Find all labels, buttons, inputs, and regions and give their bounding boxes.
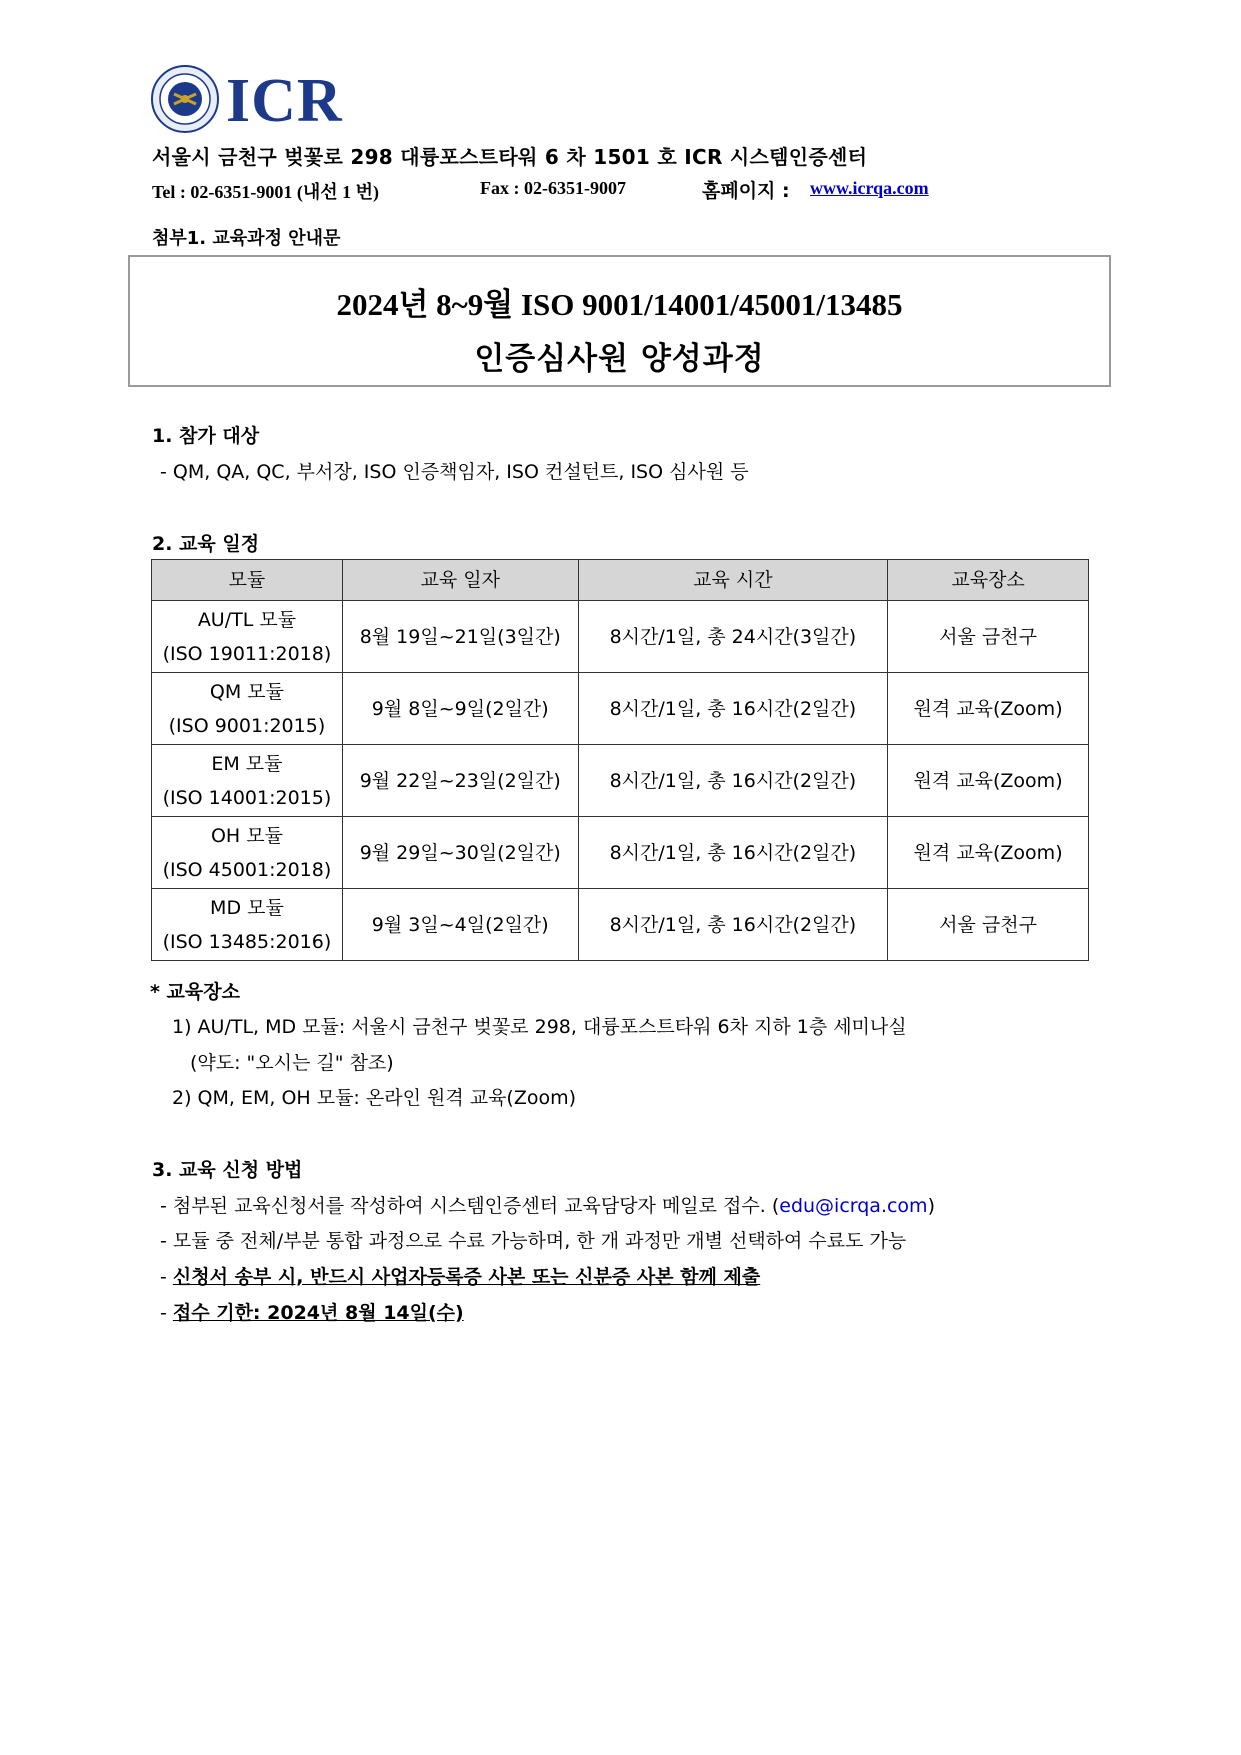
date-cell: 9월 8일~9일(2일간) [342,673,578,745]
module-name: MD 모듈 [210,896,284,919]
module-cell [152,817,343,889]
module-standard: (ISO 19011:2018) [162,642,332,665]
logo-text: ICR [226,67,343,135]
table-header-row [152,560,1089,601]
module-standard: (ISO 9001:2015) [168,714,326,737]
place-cell: 서울 금천구 [888,889,1089,961]
venue-note-heading: * 교육장소 [150,981,240,1003]
date-cell: 9월 3일~4일(2일간) [342,889,578,961]
page-subtitle: 인증심사원 양성과정 [474,341,765,377]
time-cell: 8시간/1일, 총 16시간(2일간) [578,889,888,961]
apply-item-1-text: - 첨부된 교육신청서를 작성하여 시스템인증센터 교육담당자 메일로 접수. ( [160,1195,780,1217]
time-cell: 8시간/1일, 총 16시간(2일간) [578,745,888,817]
section-1-text: - QM, QA, QC, 부서장, ISO 인증책임자, ISO 컨설턴트, ISO 심사원 등 [160,461,749,483]
column-header: 모듈 [152,560,343,601]
section-2-heading: 2. 교육 일정 [152,533,260,555]
date-cell: 9월 29일~30일(2일간) [342,817,578,889]
column-header: 교육 시간 [578,560,888,601]
place-cell: 서울 금천구 [888,601,1089,673]
time-cell: 8시간/1일, 총 16시간(2일간) [578,817,888,889]
venue-note-1: 1) AU/TL, MD 모듈: 서울시 금천구 벚꽃로 298, 대륭포스트타워 6차 지하 1층 세미나실 [172,1016,907,1038]
venue-note-1-map: (약도: "오시는 길" 참조) [190,1052,394,1074]
apply-item-4 [160,1298,464,1325]
section-1-heading: 1. 참가 대상 [152,425,260,447]
icr-logo [150,64,360,136]
module-name: QM 모듈 [209,680,284,703]
place-cell: 원격 교육(Zoom) [888,745,1089,817]
table-row [152,673,1089,745]
apply-item-1-close: ) [927,1195,935,1217]
module-cell [152,673,343,745]
apply-item-4-dash: - [160,1302,167,1324]
company-address: 서울시 금천구 벚꽃로 298 대륭포스트타워 6 차 1501 호 ICR 시스템인증센터 [152,145,868,169]
fax-number: Fax : 02-6351-9007 [480,178,626,198]
apply-item-3 [160,1262,760,1289]
module-standard: (ISO 45001:2018) [162,858,332,881]
tel-number: Tel : 02-6351-9001 (내선 1 번) [152,182,379,202]
attachment-label: 첨부1. 교육과정 안내문 [152,228,341,249]
table-row [152,889,1089,961]
schedule-table [151,559,1089,961]
column-header: 교육 일자 [342,560,578,601]
icr-seal-icon [150,64,220,134]
page-title: 2024년 8~9월 ISO 9001/14001/45001/13485 [336,287,903,322]
apply-item-2: - 모듈 중 전체/부분 통합 과정으로 수료 가능하며, 한 개 과정만 개별 선택하여 수료도 가능 [160,1230,907,1252]
column-header: 교육장소 [888,560,1089,601]
table-row [152,817,1089,889]
module-standard: (ISO 13485:2016) [162,930,332,953]
module-standard: (ISO 14001:2015) [162,786,332,809]
time-cell: 8시간/1일, 총 16시간(2일간) [578,673,888,745]
date-cell: 8월 19일~21일(3일간) [342,601,578,673]
time-cell: 8시간/1일, 총 24시간(3일간) [578,601,888,673]
apply-item-3-text: 신청서 송부 시, 반드시 사업자등록증 사본 또는 신분증 사본 함께 제출 [172,1266,761,1288]
edu-email-link[interactable]: edu@icrqa.com [779,1195,928,1217]
module-cell [152,889,343,961]
module-name: EM 모듈 [211,752,283,775]
venue-note-2: 2) QM, EM, OH 모듈: 온라인 원격 교육(Zoom) [172,1087,577,1109]
apply-item-1 [160,1191,935,1218]
module-name: AU/TL 모듈 [197,608,297,631]
place-cell: 원격 교육(Zoom) [888,673,1089,745]
module-cell [152,745,343,817]
title-box [128,255,1111,387]
apply-item-3-dash: - [160,1266,167,1288]
date-cell: 9월 22일~23일(2일간) [342,745,578,817]
deadline-text: 접수 기한: 2024년 8월 14일(수) [172,1302,464,1324]
place-cell: 원격 교육(Zoom) [888,817,1089,889]
homepage-label: 홈페이지 : [702,180,790,202]
homepage-link[interactable]: www.icrqa.com [810,178,929,198]
section-3-heading: 3. 교육 신청 방법 [152,1159,303,1181]
table-row [152,745,1089,817]
module-cell [152,601,343,673]
table-row [152,601,1089,673]
module-name: OH 모듈 [210,824,283,847]
